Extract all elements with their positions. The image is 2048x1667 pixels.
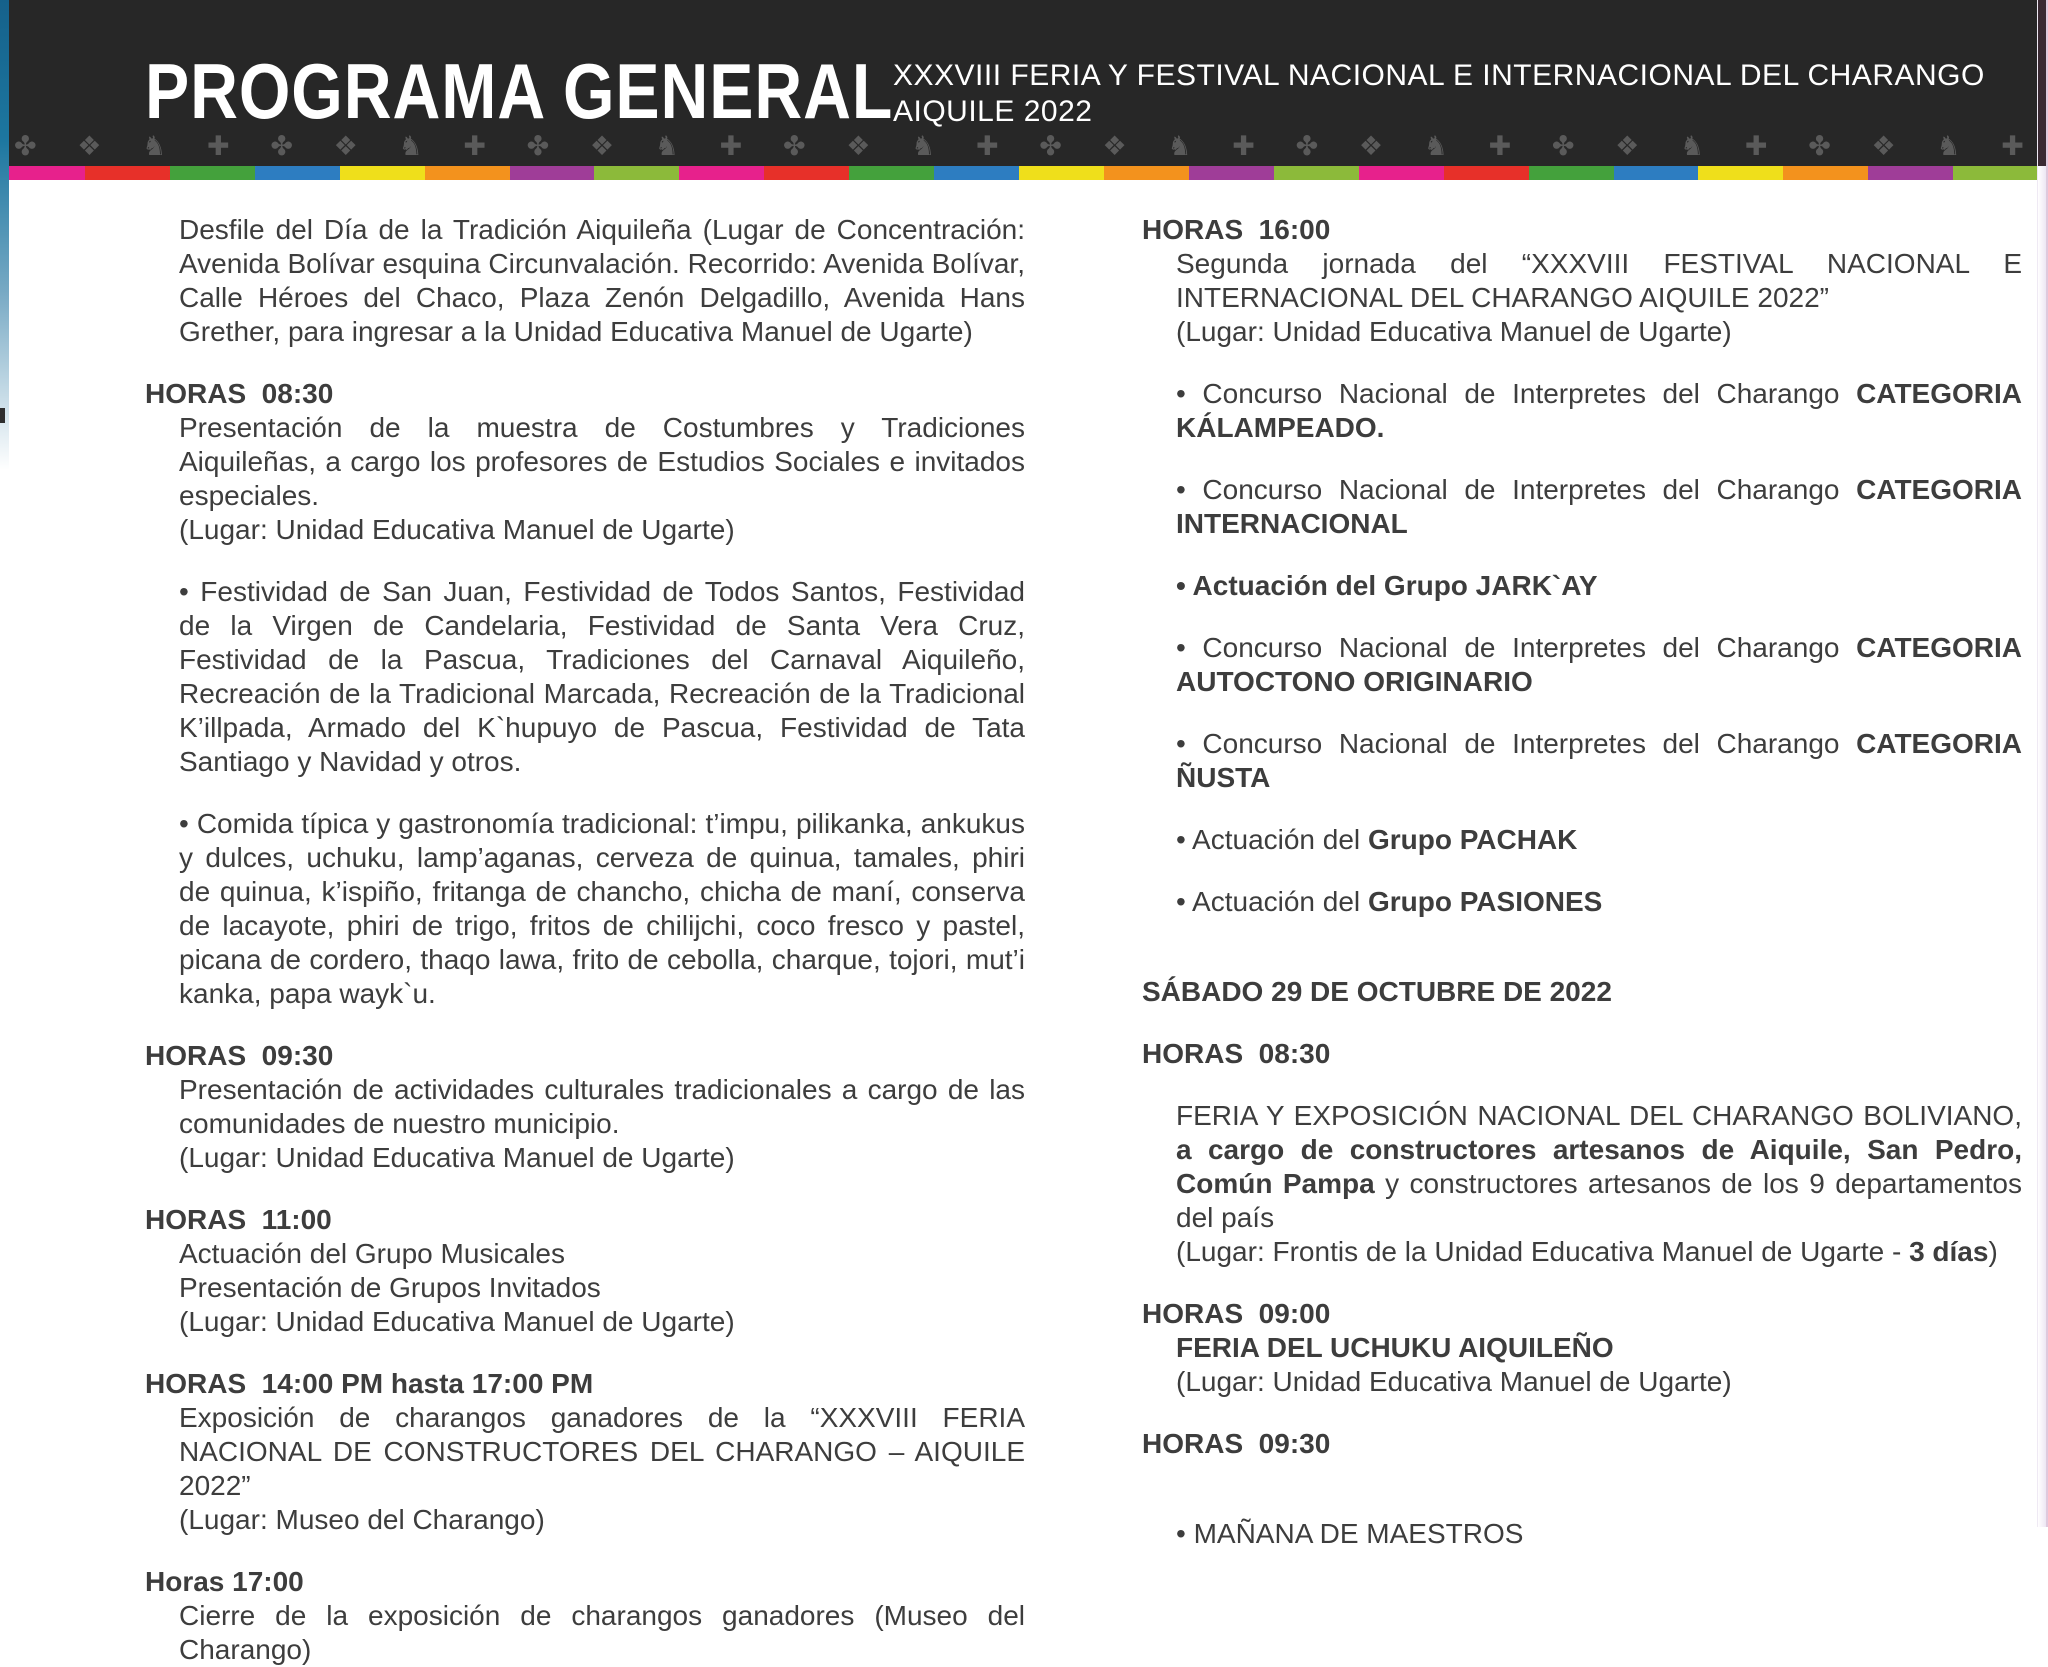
stripe-segment [849,166,934,180]
stripe-segment [1698,166,1783,180]
stripe-segment [764,166,849,180]
event-text [1142,247,2022,315]
event-text [145,575,1025,779]
event-text-span: Presentación de la muestra de Costumbres y Tradiciones Aiquileñas, a cargo los profesores de Estudios Sociales e invitados especiales. [179,412,1025,511]
petroglyph-icon: ♞ [1423,130,1448,161]
event-text [1142,885,2022,919]
event-text-span: (Lugar: Unidad Educativa Manuel de Ugarte) [179,1142,735,1173]
time-heading [145,377,1025,411]
event-text-bold: CATEGORIA AUTOCTONO ORIGINARIO [1176,632,2022,697]
stripe-segment [425,166,510,180]
petroglyph-icon: ♞ [1936,130,1961,161]
rainbow-stripe [0,166,2038,180]
petroglyph-icon: ✚ [2001,130,2024,161]
event-text [1142,1099,2022,1235]
event-text [1142,1365,2022,1399]
event-text [145,1305,1025,1339]
event-text-span: (Lugar: Museo del Charango) [179,1504,545,1535]
stripe-segment [0,166,85,180]
event-text-bold: • Actuación del Grupo JARK`AY [1176,570,1598,601]
event-text-span: HORAS 08:30 [145,378,334,409]
stripe-segment [340,166,425,180]
event-text-span: Actuación del Grupo Musicales [179,1238,565,1269]
event-text-span: • Concurso Nacional de Interpretes del Charango [1176,728,1857,759]
stripe-segment [1783,166,1868,180]
event-text-bold: Grupo PACHAK [1367,824,1578,855]
event-text-span: (Lugar: Unidad Educativa Manuel de Ugarte) [1176,316,1732,347]
subtitle-line-1: XXXVIII FERIA Y FESTIVAL NACIONAL E INTERNACIONAL DEL CHARANGO [893,59,1985,92]
event-text [145,411,1025,513]
petroglyph-icon: ✚ [463,130,486,161]
event-text [1142,727,2022,795]
event-text [1142,1235,2022,1269]
petroglyph-decoration-band [0,126,2038,166]
event-text [145,213,1025,349]
page-title: PROGRAMA GENERAL [145,49,894,136]
stripe-segment [1444,166,1529,180]
header-bar [0,0,2038,166]
event-text-span: FERIA Y EXPOSICIÓN NACIONAL DEL CHARANGO BOLIVIANO, [1176,1100,2022,1131]
petroglyph-icon: ✤ [1808,130,1831,161]
event-text-bold: FERIA DEL UCHUKU AIQUILEÑO [1176,1332,1614,1363]
time-heading [145,1039,1025,1073]
event-text [1142,823,2022,857]
time-heading [145,1565,1025,1599]
petroglyph-icon: ✤ [14,130,37,161]
petroglyph-icon: ✤ [270,130,293,161]
time-heading [1142,975,2022,1009]
event-text-span: • Concurso Nacional de Interpretes del Charango [1176,474,1857,505]
left-edge-tick [0,408,5,423]
event-text-bold: CATEGORIA INTERNACIONAL [1176,474,2022,539]
event-text-span: HORAS 08:30 [1142,1038,1331,1069]
event-text-span: HORAS 09:00 [1142,1298,1331,1329]
stripe-segment [1359,166,1444,180]
petroglyph-icon: ❖ [1102,130,1127,161]
event-text [145,1271,1025,1305]
petroglyph-icon: ❖ [1358,130,1384,161]
event-text-span: • Festividad de San Juan, Festividad de Todos Santos, Festividad de la Virgen de Candelaria, Festividad de Santa Vera Cruz, Festividad de la Pascua, Tradiciones del Carnaval Aiquileño, Recreación de la Tradicional Marcada, Recreación de la Tradicional K’illpada, Armado del K`hupuyo de Pascua, Festividad de Tata Santiago y Navidad y otros. [179,576,1025,777]
event-text [1142,315,2022,349]
event-text-span: • Concurso Nacional de Interpretes del Charango [1176,378,1857,409]
page-subtitle [893,58,1985,130]
petroglyph-icon: ✚ [1488,130,1512,161]
stripe-segment [1953,166,2038,180]
event-text [145,1141,1025,1175]
time-heading [1142,213,2022,247]
event-text-span: • MAÑANA DE MAESTROS [1176,1518,1524,1549]
event-text-span: HORAS 14:00 PM hasta 17:00 PM [145,1368,594,1399]
stripe-segment [510,166,595,180]
petroglyph-icon: ❖ [333,130,358,161]
stripe-segment [1614,166,1699,180]
time-heading [1142,1297,2022,1331]
stripe-segment [1529,166,1614,180]
schedule-content [145,213,2022,1667]
petroglyph-icon: ❖ [1871,130,1896,161]
event-text-span: y constructores artesanos de los 9 departamentos del país [1176,1168,2022,1233]
event-text-span: Desfile del Día de la Tradición Aiquileña (Lugar de Concentración: Avenida Bolívar esquina Circunvalación. Recorrido: Avenida Bolívar, Calle Héroes del Chaco, Plaza Zenón Delgadillo, Avenida Hans Grether, para ingresar a la Unidad Educativa Manuel de Ugarte) [179,214,1025,347]
petroglyph-icon: ❖ [846,130,871,161]
petroglyph-icon: ✤ [1551,130,1575,161]
left-accent-stripe [0,0,9,470]
event-text [1142,1517,2022,1551]
subtitle-line-2: AIQUILE 2022 [893,95,1093,128]
event-text [1142,377,2022,445]
schedule-column-right [1142,213,2022,1667]
event-text-span: (Lugar: Unidad Educativa Manuel de Ugarte) [179,514,735,545]
event-text-span: (Lugar: Unidad Educativa Manuel de Ugarte) [1176,1366,1732,1397]
event-text [145,1237,1025,1271]
petroglyph-icon: ✤ [782,130,806,161]
event-text [145,1599,1025,1667]
petroglyph-icon: ✚ [1744,130,1768,161]
petroglyph-icon: ✚ [1232,130,1255,161]
event-text-span: Exposición de charangos ganadores de la “XXXVIII FERIA NACIONAL DE CONSTRUCTORES DEL CHARANGO – AIQUILE 2022” [179,1402,1025,1501]
event-text [145,513,1025,547]
event-text-span: HORAS 11:00 [145,1204,332,1235]
time-heading [145,1367,1025,1401]
event-text-span: HORAS 16:00 [1142,214,1331,245]
event-text-span: • Actuación del [1176,886,1368,917]
event-text-span: Cierre de la exposición de charangos ganadores (Museo del Charango) [179,1600,1025,1665]
event-text [1142,569,2022,603]
petroglyph-icon: ✤ [1039,130,1062,161]
event-text-span: • Actuación del [1176,824,1368,855]
petroglyph-icon: ♞ [398,130,423,161]
stripe-segment [679,166,764,180]
stripe-segment [1274,166,1359,180]
stripe-segment [934,166,1019,180]
event-text-bold: CATEGORIA ÑUSTA [1176,728,2022,793]
time-heading [1142,1427,2022,1461]
petroglyph-icon: ❖ [1615,130,1640,161]
event-text [145,1503,1025,1537]
stripe-segment [1104,166,1189,180]
event-text [145,807,1025,1011]
petroglyph-icon: ✤ [526,130,550,161]
petroglyph-icon: ✚ [975,130,999,161]
event-text [145,1401,1025,1503]
stripe-segment [85,166,170,180]
event-text-bold: 3 días [1909,1236,1989,1267]
event-text [145,1073,1025,1141]
petroglyph-icon: ♞ [1680,130,1705,161]
stripe-segment [1868,166,1953,180]
event-text [1142,473,2022,541]
petroglyph-icon: ❖ [589,130,615,161]
schedule-column-left [145,213,1025,1667]
event-text-bold: a cargo de constructores artesanos de Aiquile, San Pedro, Común Pampa [1176,1134,2022,1199]
petroglyph-icon: ♞ [911,130,936,161]
time-heading [145,1203,1025,1237]
event-text-span: SÁBADO 29 DE OCTUBRE DE 2022 [1142,976,1612,1007]
event-text-span: Horas 17:00 [145,1566,304,1597]
petroglyph-icon: ❖ [77,130,102,161]
event-text-span: Segunda jornada del “XXXVIII FESTIVAL NACIONAL E INTERNACIONAL DEL CHARANGO AIQUILE 2022” [1176,248,2022,313]
stripe-segment [170,166,255,180]
event-text-bold: Grupo PASIONES [1367,886,1603,917]
stripe-segment [594,166,679,180]
event-text-span: HORAS 09:30 [145,1040,334,1071]
petroglyph-icon: ♞ [1167,130,1192,161]
event-text-span: Presentación de Grupos Invitados [179,1272,601,1303]
stripe-segment [1019,166,1104,180]
event-text-bold: CATEGORIA KÁLAMPEADO. [1176,378,2022,443]
petroglyph-icon: ♞ [654,130,679,161]
stripe-segment [1189,166,1274,180]
event-text-span: HORAS 09:30 [1142,1428,1331,1459]
event-text-span: (Lugar: Frontis de la Unidad Educativa Manuel de Ugarte - [1176,1236,1910,1267]
petroglyph-icon: ♞ [142,130,167,161]
event-text-span: • Concurso Nacional de Interpretes del Charango [1176,632,1857,663]
petroglyph-icon: ✚ [207,130,230,161]
stripe-segment [255,166,340,180]
time-heading [1142,1037,2022,1071]
event-text-span: • Comida típica y gastronomía tradicional: t’impu, pilikanka, ankukus y dulces, uchuku, lamp’aganas, cerveza de quinua, tamales, phiri de quinua, k’ispiño, fritanga de chancho, chicha de maní, conserva de lacayote, phiri de trigo, fritos de chilijchi, coco fresco y pastel, picana de cordero, thaqo lawa, frito de cebolla, charque, tojori, mut’i kanka, papa wayk`u. [179,808,1025,1009]
event-text [1142,631,2022,699]
event-text-span: Presentación de actividades culturales tradicionales a cargo de las comunidades de nuestro municipio. [179,1074,1025,1139]
event-text-span: ) [1988,1236,1998,1267]
event-text-span: (Lugar: Unidad Educativa Manuel de Ugarte) [179,1306,735,1337]
petroglyph-icon: ✚ [719,130,743,161]
petroglyph-icon: ✤ [1295,130,1319,161]
event-text [1142,1331,2022,1365]
